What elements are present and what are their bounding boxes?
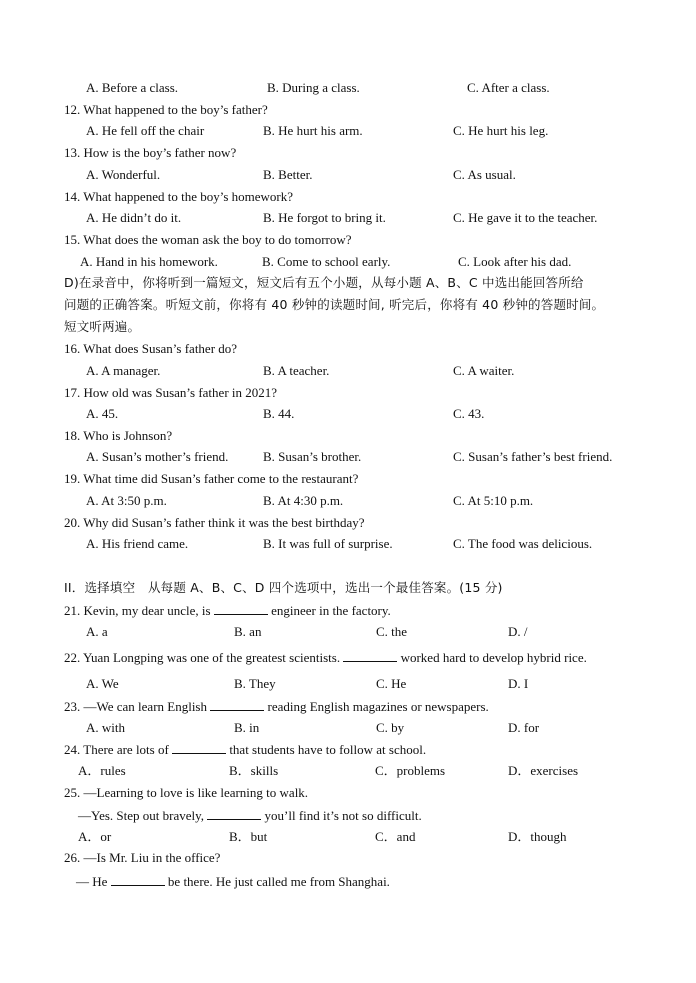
q26-reply-pre: — He [76,874,108,889]
q22-stem-pre: 22. Yuan Longping was one of the greatest scientists. [64,650,341,665]
q15-stem: 15. What does the woman ask the boy to do tomorrow? [64,232,352,247]
q25-option-d: D．though [508,829,567,844]
q25-option-b: B．but [229,829,268,844]
q13-option-c: C. As usual. [453,167,516,182]
q18-option-b: B. Susan’s brother. [263,449,362,464]
q23-stem-pre: 23. —We can learn English [64,699,207,714]
q21-option-b: B. an [234,624,262,639]
q18-option-a: A. Susan’s mother’s friend. [86,449,229,464]
q19-stem: 19. What time did Susan’s father come to the restaurant? [64,471,359,486]
q16-option-b: B. A teacher. [263,363,330,378]
q20-option-b: B. It was full of surprise. [263,536,393,551]
q26-reply-post: be there. He just called me from Shanghai. [167,874,390,889]
q22-stem-post: worked hard to develop hybrid rice. [400,650,587,665]
section-d-instructions-line2: 问题的正确答案。听短文前，你将有 40 秒钟的读题时间, 听完后，你将有 40 秒钟的答题时间。 [64,297,605,312]
q20-option-c: C. The food was delicious. [453,536,593,551]
q22-option-c: C. He [376,676,407,691]
q24-stem-pre: 24. There are lots of [64,742,169,757]
q21-stem-post: engineer in the factory. [271,603,391,618]
q12-option-c: C. He hurt his leg. [453,123,549,138]
q21-blank [214,602,268,615]
q14-stem: 14. What happened to the boy’s homework? [64,189,294,204]
q23-option-a: A. with [86,720,125,735]
q12-stem: 12. What happened to the boy’s father? [64,102,268,117]
q20-stem: 20. Why did Susan’s father think it was the best birthday? [64,515,365,530]
q17-option-a: A. 45. [86,406,119,421]
q25-reply-post: you’ll find it’s not so difficult. [264,808,422,823]
q23-stem-post: reading English magazines or newspapers. [267,699,489,714]
q21-option-d: D. / [508,624,528,639]
q26-stem: 26. —Is Mr. Liu in the office? [64,850,221,865]
q25-option-a: A．or [78,829,112,844]
q18-stem: 18. Who is Johnson? [64,428,173,443]
q20-option-a: A. His friend came. [86,536,189,551]
q16-option-c: C. A waiter. [453,363,515,378]
q12-option-b: B. He hurt his arm. [263,123,363,138]
q19-option-c: C. At 5:10 p.m. [453,493,534,508]
q15-option-c: C. Look after his dad. [458,254,572,269]
q17-option-c: C. 43. [453,406,485,421]
q12-option-a: A. He fell off the chair [86,123,205,138]
q23-blank [210,698,264,711]
q23-option-b: B. in [234,720,260,735]
q22-blank [343,649,397,662]
q24-stem [64,741,426,758]
q21-option-c: C. the [376,624,408,639]
q19-option-b: B. At 4:30 p.m. [263,493,344,508]
q23-stem [64,698,489,715]
q21-stem-pre: 21. Kevin, my dear uncle, is [64,603,211,618]
q24-blank [172,741,226,754]
q13-option-b: B. Better. [263,167,313,182]
section-d-instructions-line1: D)在录音中，你将听到一篇短文，短文后有五个小题，从每小题 A、B、C 中选出能回答所给 [64,275,584,290]
q24-option-c: C．problems [375,763,446,778]
q25-reply [78,807,422,824]
q21-option-a: A. a [86,624,108,639]
q17-option-b: B. 44. [263,406,295,421]
q21-stem [64,602,391,619]
q26-blank [111,873,165,886]
q13-option-a: A. Wonderful. [86,167,161,182]
q17-stem: 17. How old was Susan’s father in 2021? [64,385,278,400]
q18-option-c: C. Susan’s father’s best friend. [453,449,613,464]
section-2-header: II．选择填空 从每题 A、B、C、D 四个选项中，选出一个最佳答案。(15 分) [64,580,503,595]
q25-option-c: C．and [375,829,416,844]
q14-option-b: B. He forgot to bring it. [263,210,386,225]
q11-option-c: C. After a class. [467,80,550,95]
q15-option-b: B. Come to school early. [262,254,391,269]
q16-stem: 16. What does Susan’s father do? [64,341,238,356]
q16-option-a: A. A manager. [86,363,161,378]
q26-reply [76,873,390,890]
q23-option-c: C. by [376,720,405,735]
q24-option-a: A．rules [78,763,126,778]
q22-stem [64,649,587,666]
q13-stem: 13. How is the boy’s father now? [64,145,237,160]
q22-option-a: A. We [86,676,119,691]
q25-blank [207,807,261,820]
q24-option-b: B．skills [229,763,279,778]
q19-option-a: A. At 3:50 p.m. [86,493,167,508]
q11-option-b: B. During a class. [267,80,360,95]
q25-reply-pre: —Yes. Step out bravely, [78,808,205,823]
q15-option-a: A. Hand in his homework. [80,254,218,269]
q24-stem-post: that students have to follow at school. [229,742,427,757]
q14-option-c: C. He gave it to the teacher. [453,210,598,225]
section-d-instructions-line3: 短文听两遍。 [64,319,141,334]
q23-option-d: D. for [508,720,540,735]
q22-option-b: B. They [234,676,276,691]
q24-option-d: D．exercises [508,763,579,778]
q25-stem: 25. —Learning to love is like learning to walk. [64,785,309,800]
q14-option-a: A. He didn’t do it. [86,210,182,225]
q22-option-d: D. I [508,676,529,691]
q11-option-a: A. Before a class. [86,80,179,95]
